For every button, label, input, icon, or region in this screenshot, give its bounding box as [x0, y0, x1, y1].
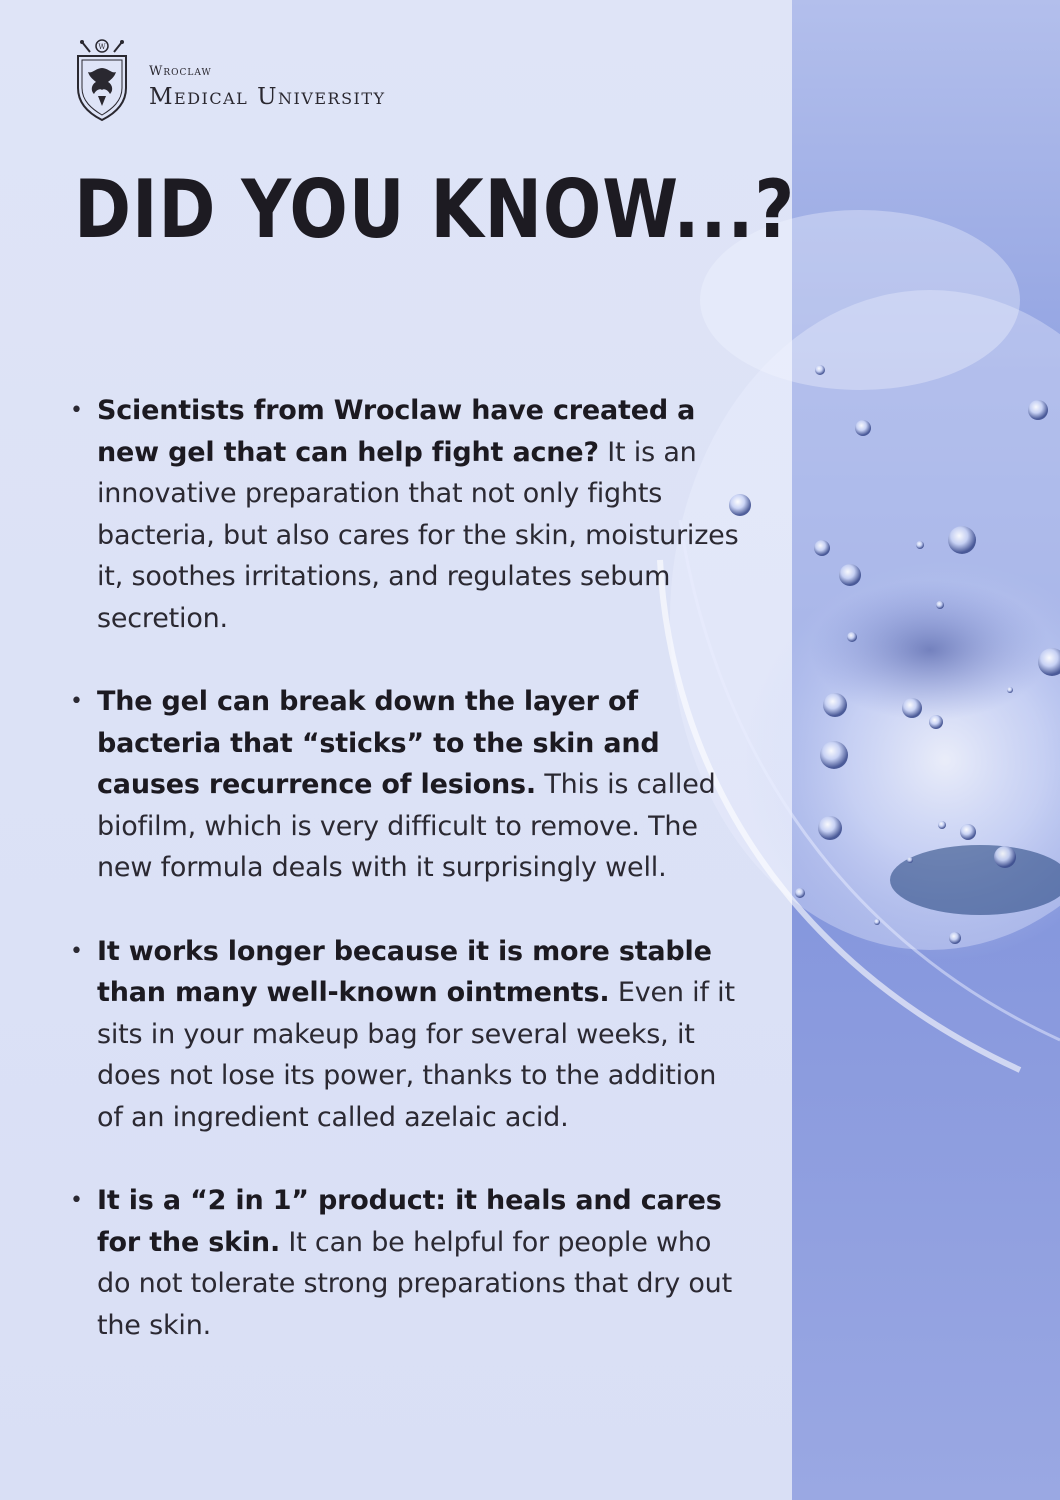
fact-lead: The gel can break down the layer of bacteria that “sticks” to the skin and causes recurrence of lesions.	[97, 686, 660, 800]
logo-line-city: Wroclaw	[149, 64, 212, 79]
bullet-icon: •	[70, 398, 83, 423]
bullet-icon: •	[70, 1188, 83, 1213]
fact-body: It can be helpful for people who do not tolerate strong preparations that dry out the skin.	[97, 1226, 732, 1341]
bullet-icon: •	[70, 938, 83, 964]
fact-item	[70, 390, 750, 639]
fact-item	[70, 1180, 750, 1346]
fact-body: Even if it sits in your makeup bag for several weeks, it does not lose its power, thanks to the addition of an ingredient called azelaic acid.	[97, 977, 735, 1133]
fact-body: It is an innovative preparation that not only fights bacteria, but also cares for the skin, moisturizes it, soothes irritations, and regulates sebum secretion.	[97, 436, 739, 634]
fact-lead: Scientists from Wroclaw have created a new gel that can help fight acne?	[97, 395, 696, 468]
fact-item	[70, 931, 750, 1139]
university-crest-icon	[74, 38, 130, 122]
bullet-icon: •	[70, 689, 83, 714]
logo-line-name: Medical University	[149, 84, 386, 110]
fact-body: This is called biofilm, which is very difficult to remove. The new formula deals with it surprisingly well.	[97, 769, 716, 883]
page-headline: DID YOU KNOW...?	[74, 163, 796, 256]
svg-text:W: W	[98, 43, 106, 51]
fact-lead: It is a “2 in 1” product: it heals and cares for the skin.	[97, 1185, 722, 1258]
fact-item	[70, 681, 750, 889]
fact-lead: It works longer because it is more stable than many well-known ointments.	[97, 935, 712, 1008]
facts-list	[70, 390, 750, 1346]
university-logo	[74, 38, 494, 128]
